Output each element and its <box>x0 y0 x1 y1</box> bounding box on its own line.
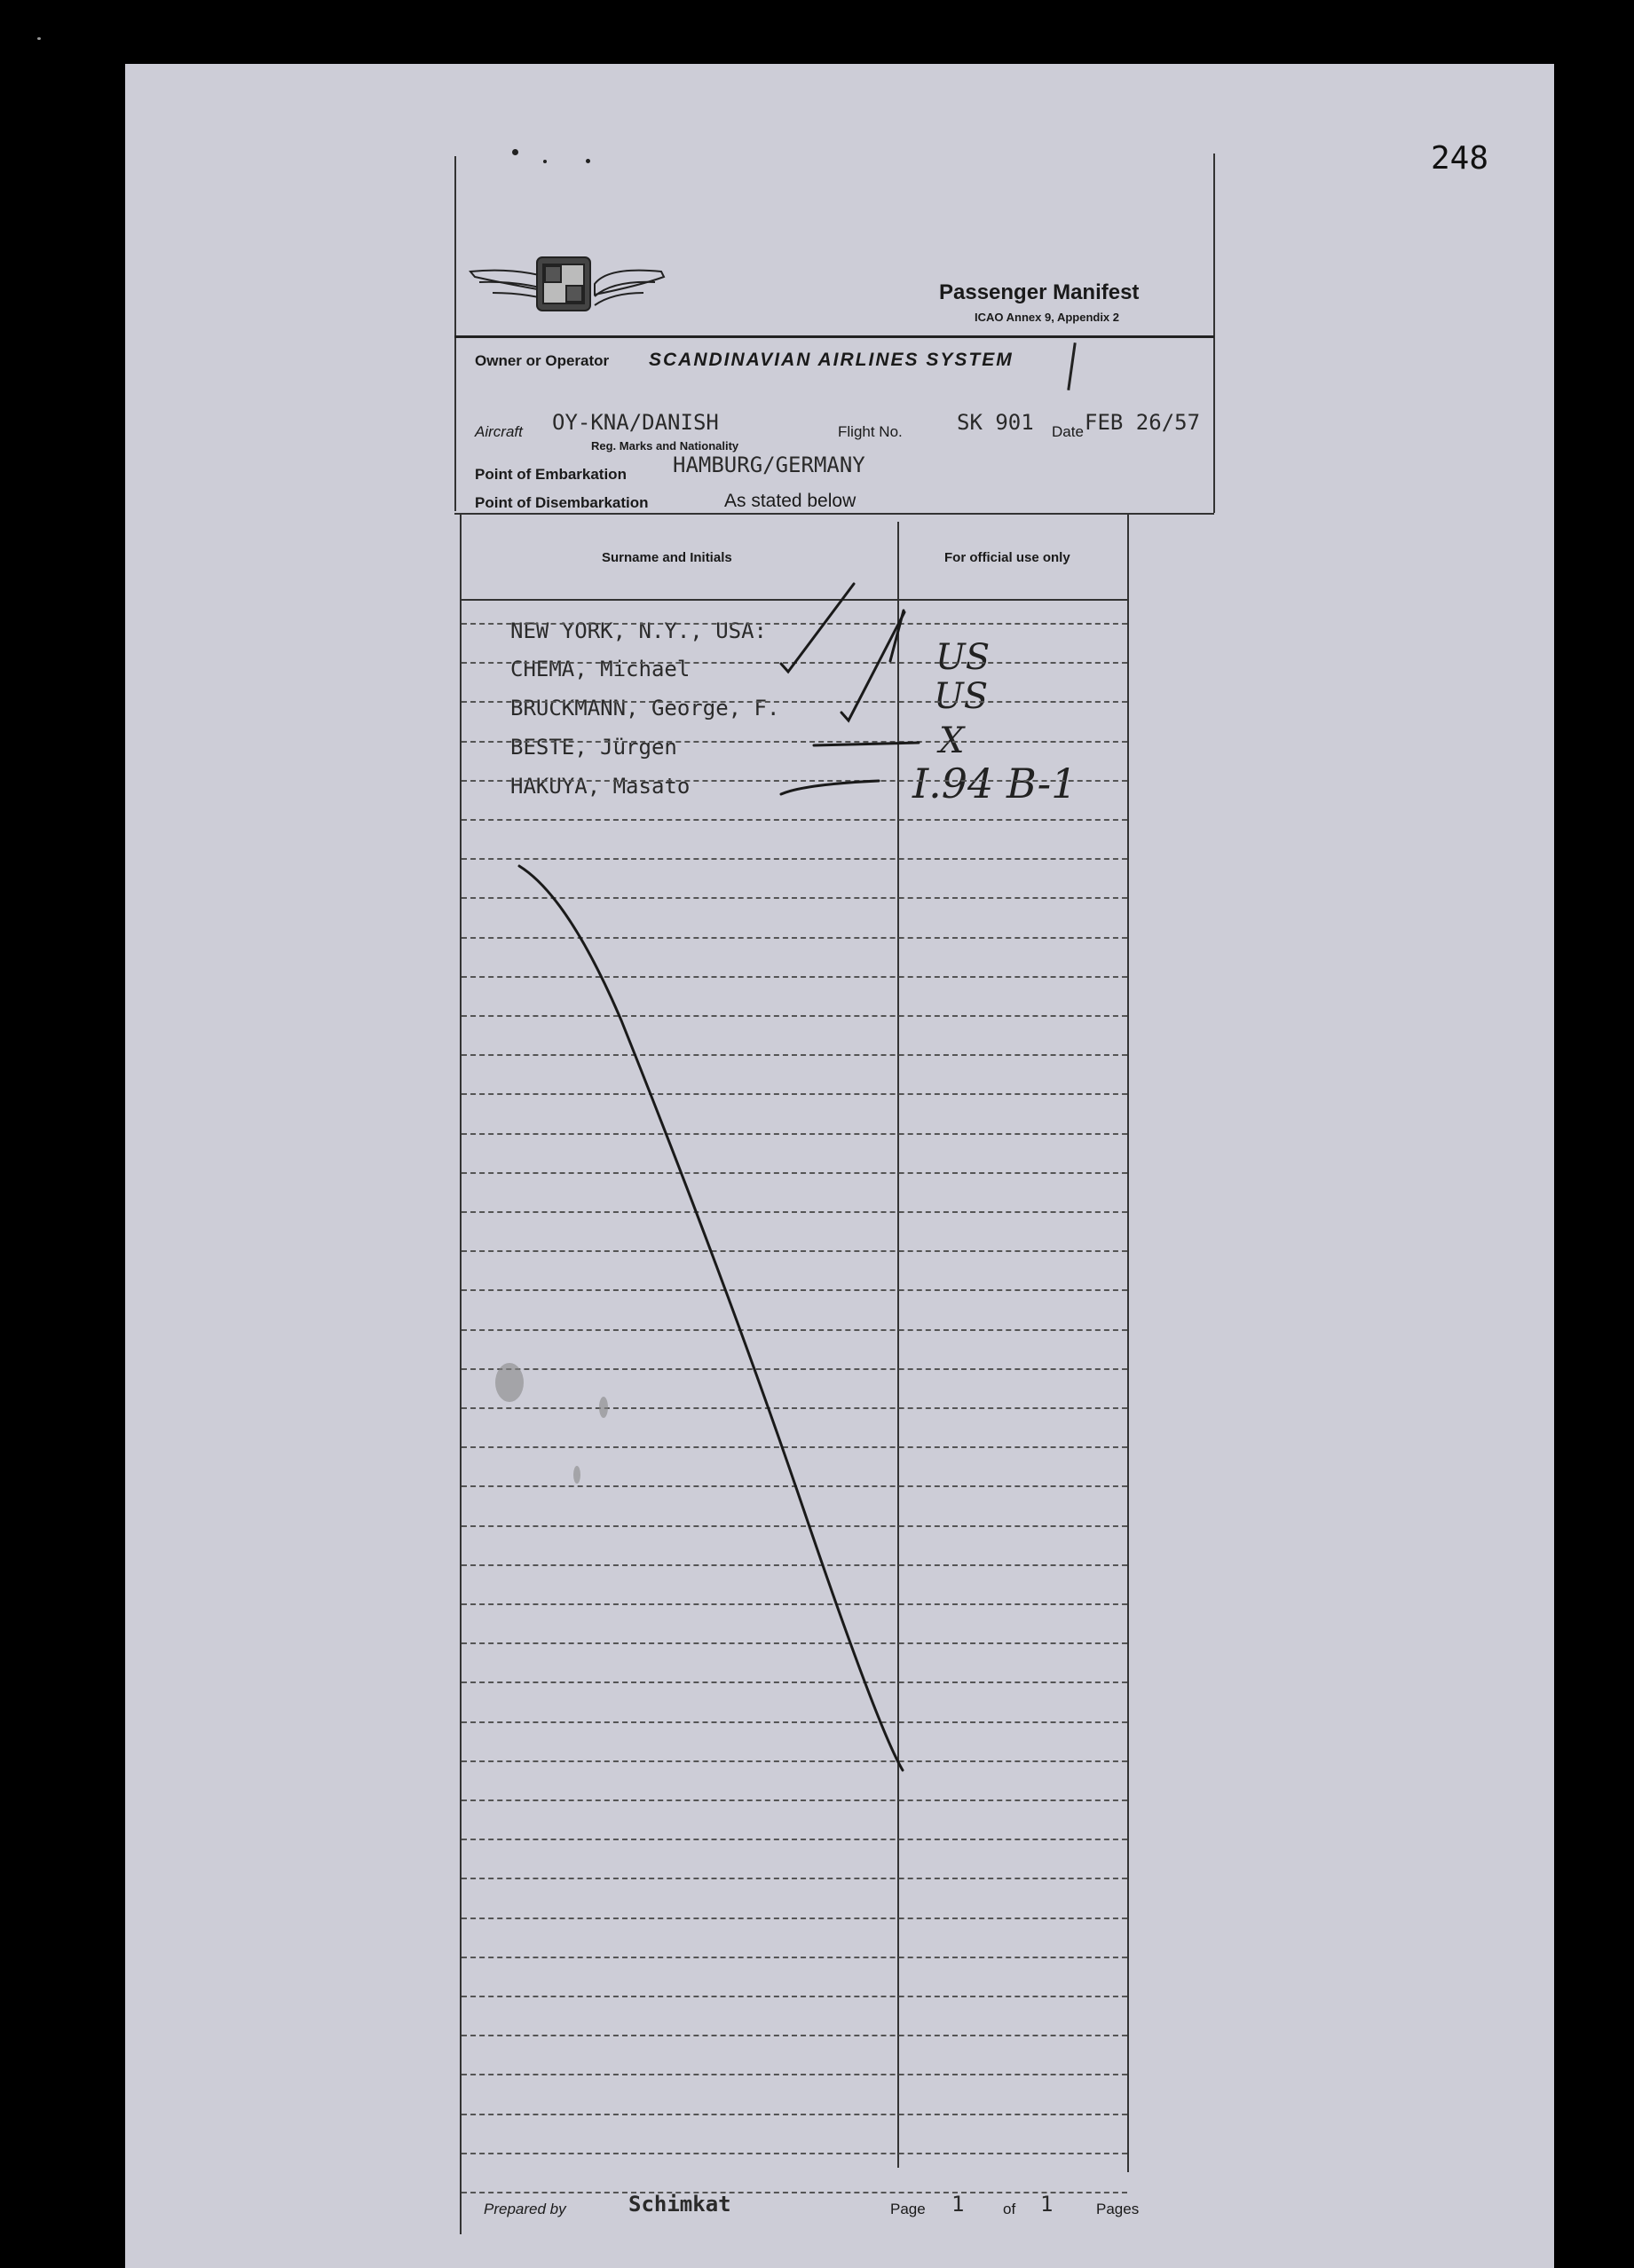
date-value: FEB 26/57 <box>1085 410 1201 435</box>
prepared-label: Prepared by <box>484 2201 566 2217</box>
column-header-official: For official use only <box>944 550 1070 565</box>
passenger-name: HAKUYA, Masato <box>510 774 691 799</box>
embarkation-value: HAMBURG/GERMANY <box>673 453 865 477</box>
ink-blot <box>573 1466 580 1484</box>
form-subtitle: ICAO Annex 9, Appendix 2 <box>975 311 1120 324</box>
disembarkation-value: As stated below <box>724 491 856 511</box>
owner-label: Owner or Operator <box>475 352 610 369</box>
official-note: I.94 B-1 <box>912 760 1077 807</box>
column-header-surname: Surname and Initials <box>602 550 732 565</box>
ink-blot <box>599 1397 608 1418</box>
page-value: 1 <box>951 2192 965 2217</box>
embarkation-label: Point of Embarkation <box>475 466 627 483</box>
of-label: of <box>1003 2201 1016 2217</box>
owner-value: SCANDINAVIAN AIRLINES SYSTEM <box>649 350 1014 370</box>
flight-label: Flight No. <box>838 423 903 440</box>
dash-mark <box>781 781 879 794</box>
official-note: X <box>939 721 965 761</box>
of-value: 1 <box>1040 2192 1054 2217</box>
passenger-name: NEW YORK, N.Y., USA: <box>510 618 767 643</box>
passenger-name: BRUCKMANN, George, F. <box>510 696 780 721</box>
checkmark <box>781 584 854 672</box>
official-note: US <box>934 676 989 717</box>
flight-value: SK 901 <box>957 410 1034 435</box>
ink-blot <box>495 1363 524 1402</box>
pages-label: Pages <box>1096 2201 1140 2217</box>
passenger-name: BESTE, Jürgen <box>510 735 677 760</box>
aircraft-label: Aircraft <box>475 423 523 440</box>
prepared-value: Schimkat <box>628 2192 731 2217</box>
date-label: Date <box>1052 423 1084 440</box>
dash-mark <box>814 743 919 745</box>
disembarkation-label: Point of Disembarkation <box>475 494 649 511</box>
official-note: US <box>935 637 991 678</box>
page-label: Page <box>890 2201 926 2217</box>
page-number: 248 <box>1431 140 1489 177</box>
aircraft-value: OY-KNA/DANISH <box>552 410 719 435</box>
reg-marks-label: Reg. Marks and Nationality <box>591 439 739 453</box>
form-title: Passenger Manifest <box>939 280 1140 304</box>
diagonal-cancel-line <box>519 866 903 1770</box>
passenger-name: CHEMA, Michael <box>510 657 691 681</box>
checkmark <box>841 612 904 721</box>
